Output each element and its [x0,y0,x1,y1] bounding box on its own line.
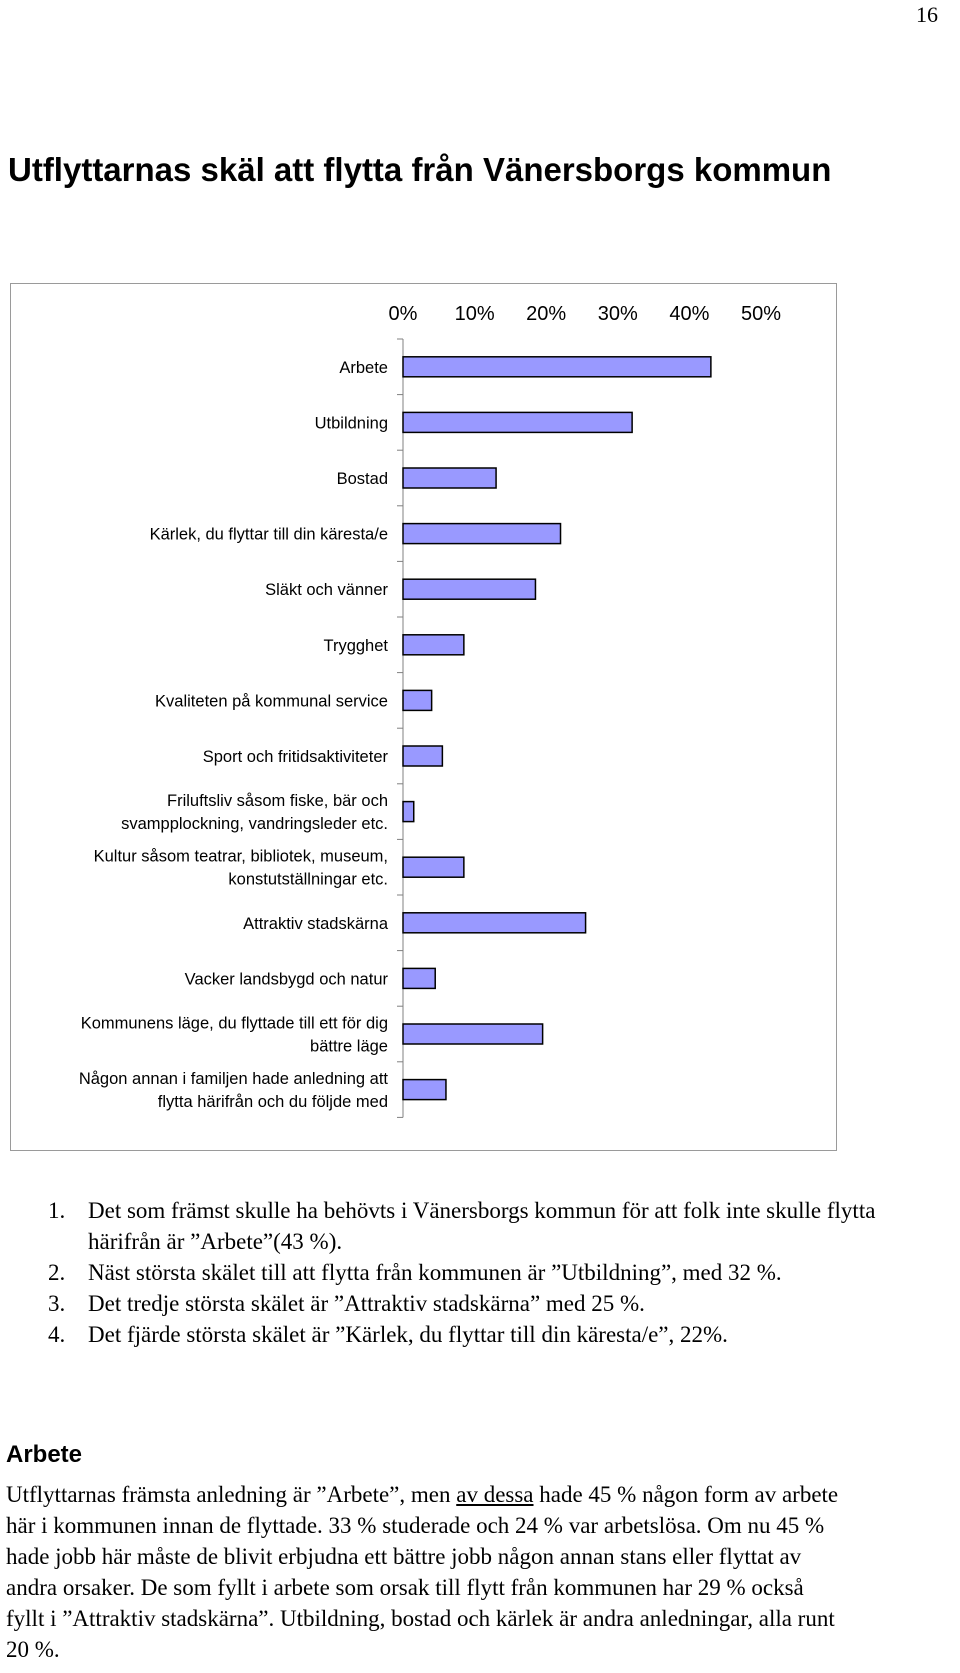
finding-number: 3. [48,1291,66,1316]
category-label: Arbete [339,358,388,377]
bar [403,968,435,988]
category-label: Trygghet [323,636,388,655]
category-label: Utbildning [314,414,388,433]
findings-list [48,1195,888,1350]
category-label: Någon annan i familjen hade anledning att [78,1070,388,1089]
bar [403,635,464,655]
finding-text: Det fjärde största skälet är ”Kärlek, du flyttar till din käresta/e”, 22%. [88,1322,728,1347]
finding-text: Det tredje största skälet är ”Attraktiv stadskärna” med 25 %. [88,1291,645,1316]
bar [403,412,632,432]
bar [403,857,464,877]
finding-item [48,1257,888,1288]
x-tick-label: 50% [740,303,782,325]
category-label: Vacker landsbygd och natur [184,970,388,989]
category-label: Friluftsliv såsom fiske, bär och [167,792,388,811]
bar [403,802,414,822]
x-tick-label: 20% [526,303,567,325]
finding-text: Det som främst skulle ha behövts i Vänersborgs kommun för att folk inte skulle flytta härifrån är ”Arbete”(43 %). [88,1198,876,1254]
paragraph-text-start: Utflyttarnas främsta anledning är ”Arbete”, men [6,1482,457,1507]
finding-number: 2. [48,1260,66,1285]
x-tick-label: 40% [669,303,710,325]
paragraph-text-end: hade 45 % någon form av arbete här i kommunen innan de flyttade. 33 % studerade och 24 % var arbetslösa. Om nu 45 % hade jobb här måste de blivit erbjudna ett bättre jobb någon annan stans eller flyttat av andra orsaker. De som fyllt i arbete som orsak till flytt från kommunen har 29 % också fyllt i ”Attraktiv stadskärna”. Utbildning, bostad och kärlek är andra anledningar, alla runt 20 %. [6,1482,839,1662]
finding-text: Näst största skälet till att flytta från kommunen är ”Utbildning”, med 32 %. [88,1260,782,1285]
category-label: konstutställningar etc. [228,870,388,889]
x-tick-label: 30% [597,303,638,325]
section-heading: Arbete [6,1441,83,1468]
category-label: Kommunens läge, du flyttade till ett för dig [80,1014,388,1033]
bar-chart [11,284,836,1150]
category-label: flytta härifrån och du följde med [157,1093,388,1112]
bar [403,468,496,488]
category-label: Kvaliteten på kommunal service [155,692,388,711]
category-label: bättre läge [310,1037,388,1056]
document-title: Utflyttarnas skäl att flytta från Vänersborgs kommun [8,151,832,188]
category-label: Kultur såsom teatrar, bibliotek, museum, [93,847,388,866]
bar [403,357,711,377]
finding-item [48,1195,888,1257]
category-label: Bostad [336,470,388,488]
bar [403,1080,446,1100]
bar [403,524,561,544]
bar [403,1024,543,1044]
section-paragraph [6,1479,846,1665]
finding-item [48,1319,888,1350]
bar [403,913,586,933]
category-label: Sport och fritidsaktiviteter [202,748,388,766]
paragraph-underlined-text: av dessa [456,1482,534,1507]
x-tick-label: 0% [388,303,418,325]
category-label: Kärlek, du flyttar till din käresta/e [149,525,388,544]
bar [403,690,432,710]
finding-number: 1. [48,1198,66,1223]
category-label: svampplockning, vandringsleder etc. [121,815,388,834]
chart-frame [10,283,837,1151]
finding-item [48,1288,888,1319]
finding-number: 4. [48,1322,66,1347]
x-tick-label: 10% [454,303,495,325]
page-number: 16 [916,2,938,27]
category-label: Attraktiv stadskärna [243,914,388,933]
bar [403,746,442,766]
category-label: Släkt och vänner [265,581,388,600]
bar [403,579,535,599]
